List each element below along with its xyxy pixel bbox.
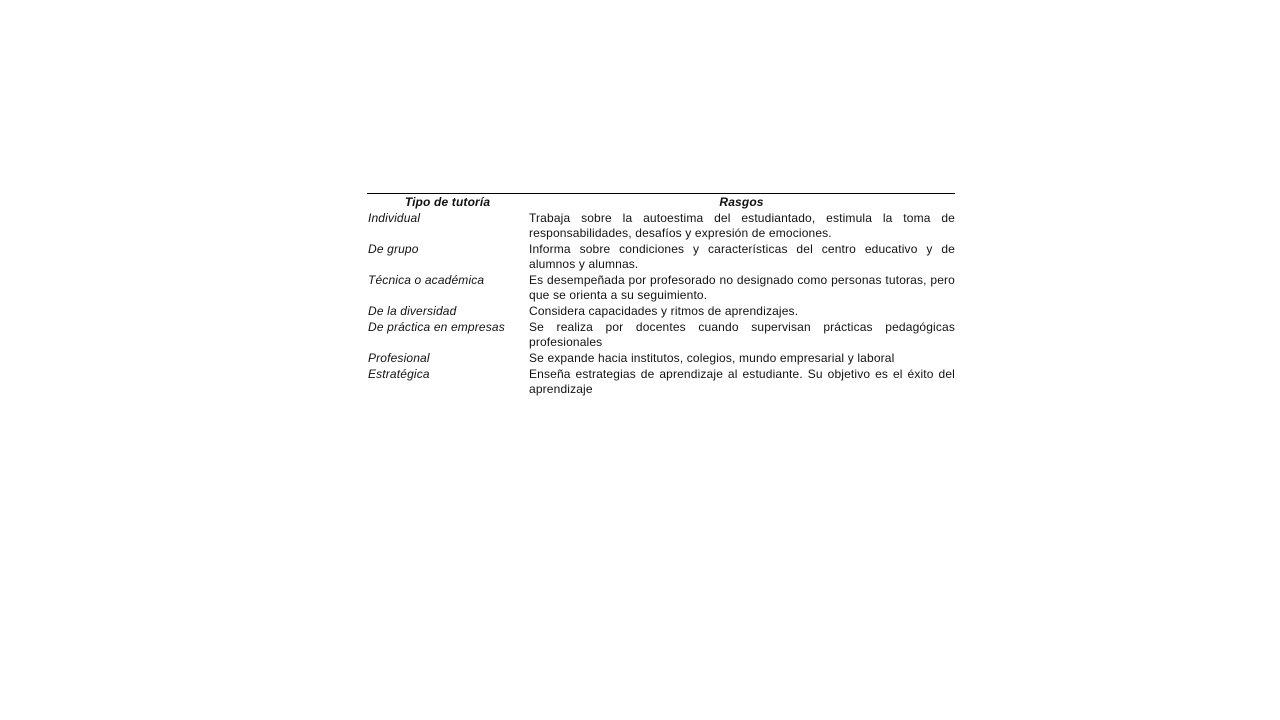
table-row [367,210,955,241]
traits-cell: Se expande hacia institutos, colegios, mundo empresarial y laboral [529,351,895,365]
table-row [367,319,955,350]
table-row [367,272,955,303]
type-cell: Técnica o académica [368,273,485,287]
traits-cell: Informa sobre condiciones y características del centro educativo y de alumnos y alumnas. [529,242,955,271]
table-row [367,366,955,397]
type-cell: De práctica en empresas [368,320,505,334]
header-row [367,194,955,211]
traits-cell: Considera capacidades y ritmos de aprendizajes. [529,304,799,318]
header-traits: Rasgos [528,194,955,211]
tutoring-types-table [367,193,955,397]
traits-cell: Se realiza por docentes cuando supervisan prácticas pedagógicas profesionales [529,320,955,349]
table-row [367,350,955,366]
type-cell: Individual [368,211,421,225]
header-type: Tipo de tutoría [367,194,528,211]
type-cell: De la diversidad [368,304,457,318]
table-header [367,194,955,211]
type-cell: Estratégica [368,367,430,381]
traits-cell: Es desempeñada por profesorado no designado como personas tutoras, pero que se orienta a su seguimiento. [529,273,955,302]
table-row [367,241,955,272]
table-body [367,210,955,397]
tutoring-types-table-container [367,193,955,397]
type-cell: De grupo [368,242,419,256]
traits-cell: Trabaja sobre la autoestima del estudiantado, estimula la toma de responsabilidades, desafíos y expresión de emociones. [529,211,955,240]
traits-cell: Enseña estrategias de aprendizaje al estudiante. Su objetivo es el éxito del aprendizaje [529,367,955,396]
table-row [367,303,955,319]
type-cell: Profesional [368,351,430,365]
